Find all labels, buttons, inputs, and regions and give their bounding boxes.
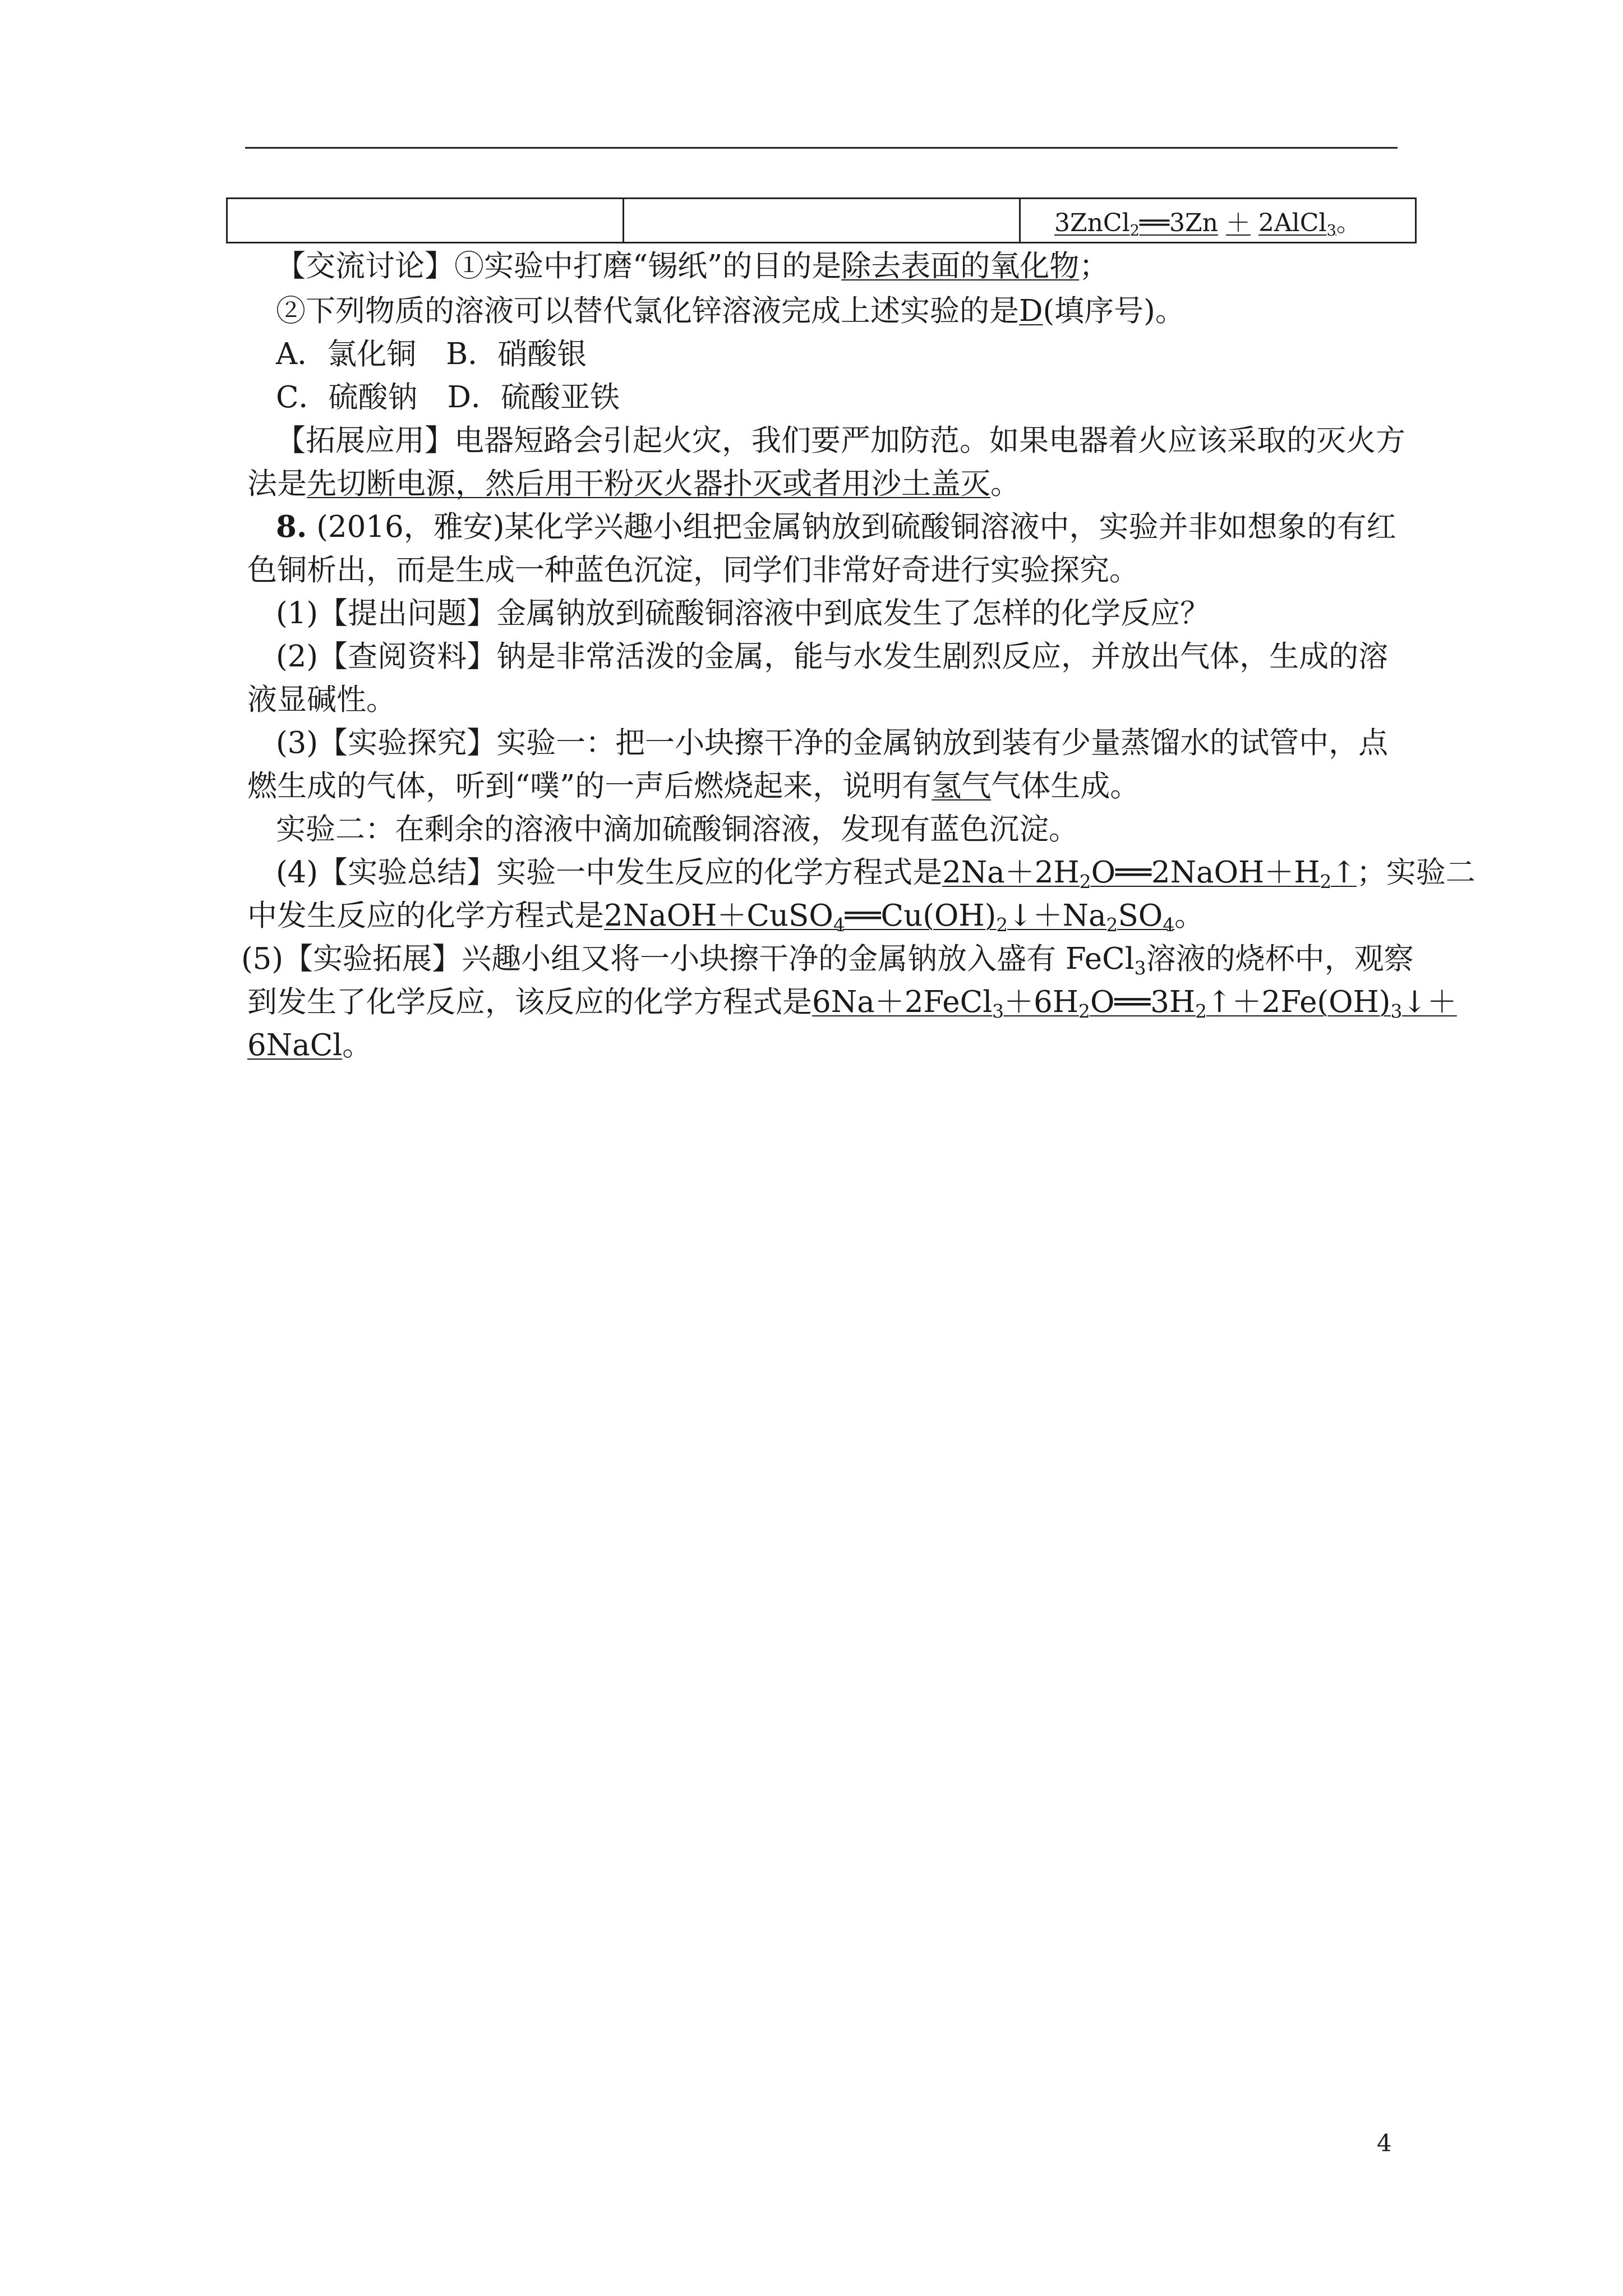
table-row [227, 199, 1416, 243]
answer-blank: D [1019, 294, 1043, 328]
table-cell-empty-2 [624, 199, 1020, 243]
q8-p2-line-1: (2)【查阅资料】钠是非常活泼的金属，能与水发生剧烈反应，并放出气体，生成的溶 [276, 639, 1389, 674]
answer-equation: $2NaOH+CuSO_4══Cu(OH)_2↓+Na_2SO_4$ [604, 899, 1175, 936]
q8-p3b: 实验二：在剩余的溶液中滴加硫酸铜溶液，发现有蓝色沉淀。 [276, 812, 1078, 846]
options-line-2: C．硫酸钠 D．硫酸亚铁 [276, 380, 620, 415]
discussion-q2: ②下列物质的溶液可以替代氯化锌溶液完成上述实验的是D(填序号)。 [276, 294, 1185, 328]
table-cell-formula: 3ZnCl$_2$══3Zn ＋ 2AlCl$_3$。 [1020, 199, 1416, 243]
q8-p2-line-2: 液显碱性。 [247, 683, 396, 717]
answer-blank: 先切断电源，然后用干粉灭火器扑灭或者用沙土盖灭 [307, 467, 990, 501]
q8-p5-line-1: (5)【实验拓展】兴趣小组又将一小块擦干净的金属钠放入盛有 FeCl$_3$溶液的烧杯中，观察 [241, 942, 1414, 979]
q8-p3-line-2: 燃生成的气体，听到“噗”的一声后燃烧起来，说明有氢气气体生成。 [247, 769, 1140, 803]
q8-p3-line-1: (3)【实验探究】实验一：把一小块擦干净的金属钠放到装有少量蒸馏水的试管中，点 [276, 726, 1389, 760]
question-number: 8. [276, 509, 307, 544]
q8-p5-line-2: 到发生了化学反应，该反应的化学方程式是$6Na+2FeCl_3+6H_2O══3H_2↑+2Fe(OH)_3↓+$ [247, 985, 1457, 1022]
q8-p4-line-2: 中发生反应的化学方程式是$2NaOH+CuSO_4══Cu(OH)_2↓+Na_2SO_4$。 [247, 899, 1205, 936]
answer-blank: 除去表面的氧化物 [841, 249, 1080, 283]
q8-line-2: 色铜析出，而是生成一种蓝色沉淀，同学们非常好奇进行实验探究。 [247, 553, 1139, 587]
discussion-q1: 【交流讨论】①实验中打磨“锡纸”的目的是除去表面的氧化物； [276, 249, 1109, 283]
extension-line-2: 法是先切断电源，然后用干粉灭火器扑灭或者用沙土盖灭。 [247, 467, 1020, 501]
q8-p5-line-3: 6NaCl。 [247, 1028, 372, 1062]
header-rule [245, 147, 1398, 149]
page-number: 4 [1377, 2129, 1392, 2157]
table-cell-empty-1 [227, 199, 624, 243]
answer-table [226, 197, 1417, 243]
options-line-1: A．氯化铜 B．硝酸银 [276, 337, 587, 371]
answer-blank: 氢气 [932, 769, 992, 803]
answer-equation: $2Na+2H_2O══2NaOH+H_2↑$ [942, 855, 1357, 892]
answer-equation: $6Na+2FeCl_3+6H_2O══3H_2↑+2Fe(OH)_3↓+$ [812, 985, 1457, 1022]
q8-p4-line-1: (4)【实验总结】实验一中发生反应的化学方程式是$2Na+2H_2O══2NaOH+H_2↑$；实验二 [276, 855, 1476, 892]
q8-p1: (1)【提出问题】金属钠放到硫酸铜溶液中到底发生了怎样的化学反应？ [276, 596, 1210, 631]
answer-equation: 6NaCl [247, 1028, 343, 1062]
q8-line-1: 8. (2016，雅安)某化学兴趣小组把金属钠放到硫酸铜溶液中，实验并非如想象的有红 [276, 509, 1396, 544]
extension-line-1: 【拓展应用】电器短路会引起火灾，我们要严加防范。如果电器着火应该采取的灭火方 [276, 424, 1405, 458]
